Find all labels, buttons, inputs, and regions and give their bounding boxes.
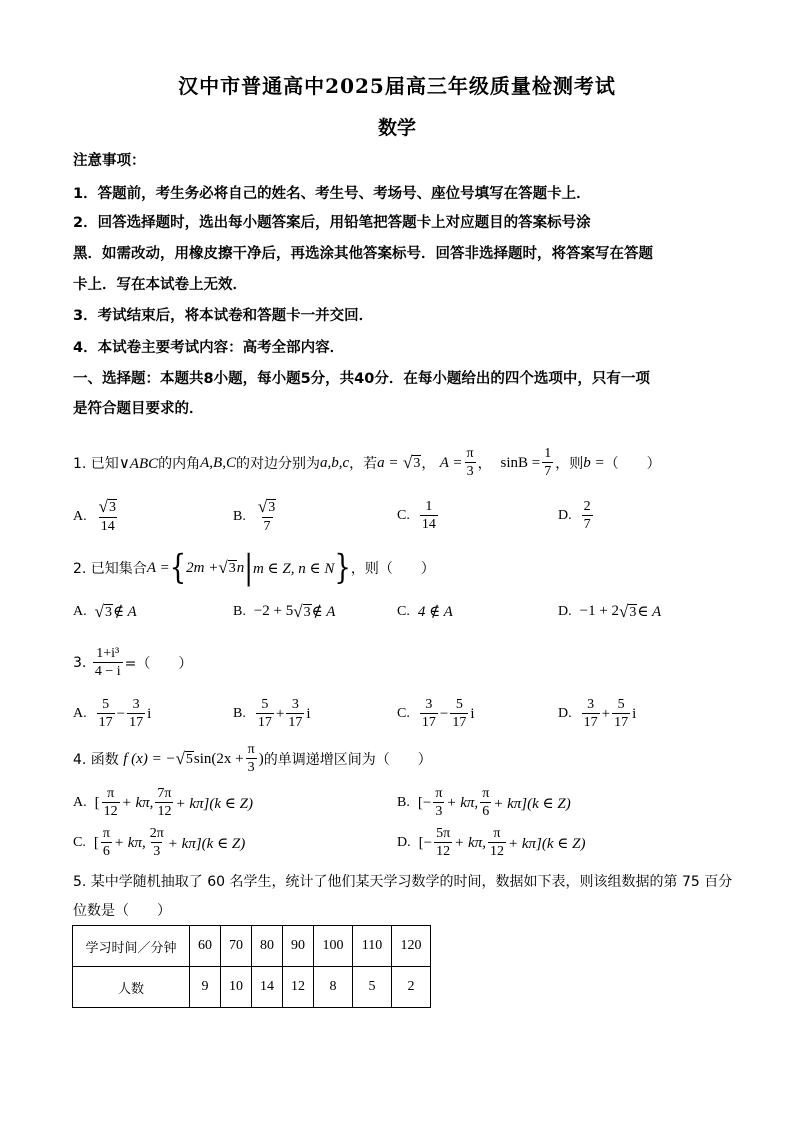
table-cell: 80 <box>252 926 283 967</box>
table-cell: 2 <box>392 967 431 1008</box>
table-cell: 8 <box>314 967 353 1008</box>
q3-option-b: B. $\frac{5}{17}$ + $\frac{3}{17}$ i <box>233 697 311 730</box>
table-cell: 14 <box>252 967 283 1008</box>
note-item-3: 3．考试结束后，将本试卷和答题卡一并交回． <box>73 308 374 324</box>
q1-option-d: D. $\frac{2}{7}$ <box>558 499 591 532</box>
table-row-time <box>73 926 431 967</box>
question-5-line-1: 5. 某中学随机抽取了 60 名学生，统计了他们某天学习数学的时间，数据如下表，则该组数据的第 75 百分 <box>73 874 733 890</box>
q1-option-a: A. √ 3 14 <box>73 497 116 534</box>
subject-title: 数学 <box>377 117 416 139</box>
q4-option-c: C. [ $\frac{\pi}{6}$ + kπ, $\frac{2\pi}{3}$ + kπ](k ∈ Z) <box>73 826 246 859</box>
table-cell: 60 <box>190 926 221 967</box>
note-item-2-line-2: 黑．如需改动，用橡皮擦干净后，再选涂其他答案标号．回答非选择题时，将答案写在答题 <box>73 246 653 262</box>
table-cell: 9 <box>190 967 221 1008</box>
note-item-2-line-3: 卡上．写在本试卷上无效． <box>73 277 247 293</box>
table-cell: 120 <box>392 926 431 967</box>
note-item-2-line-1: 2．回答选择题时，选出每小题答案后，用铅笔把答题卡上对应题目的答案标号涂 <box>73 215 591 231</box>
question-5-line-2: 位数是（ ） <box>73 903 171 919</box>
table-cell: 5 <box>353 967 392 1008</box>
q3-option-d: D. $\frac{3}{17}$ + $\frac{5}{17}$ i <box>558 697 637 730</box>
q3-option-c: C. $\frac{3}{17}$ − $\frac{5}{17}$ i <box>397 697 475 730</box>
table-header-count: 人数 <box>73 967 190 1008</box>
notes-heading: 注意事项： <box>73 153 146 169</box>
note-item-1: 1．答题前，考生务必将自己的姓名、考生号、考场号、座位号填写在答题卡上． <box>73 186 591 202</box>
question-2: 2. 已知集合 A = { 2m + √ 3 n | m ∈ Z, n ∈ N } ，则（ ） <box>73 548 435 588</box>
table-cell: 100 <box>314 926 353 967</box>
question-3: 3. $\frac{\text{1+i³}}{4 - i}$ =（ ） <box>73 646 193 679</box>
table-row-count <box>73 967 431 1008</box>
q3-option-a: A. $\frac{5}{17}$ − $\frac{3}{17}$ i <box>73 697 152 730</box>
q1-option-c: C. $\frac{1}{14}$ <box>397 499 436 532</box>
q1-option-b: B. √ 3 7 <box>233 497 276 534</box>
fraction-1-over-7: $\frac{1}{7}$ <box>544 446 552 479</box>
q2-option-d: D. −1 + 2 √ 3 ∈ A <box>558 601 662 621</box>
question-4: 4. 函数 f (x) = − √ 5 sin(2x + $\frac{\pi}{3}$ ) 的单调递增区间为（ ） <box>73 742 432 775</box>
study-time-table <box>72 925 431 1008</box>
fraction-pi-over-3: $\frac{\pi}{3}$ <box>466 446 474 479</box>
q2-option-b: B. −2 + 5 √ 3 ∉ A <box>233 601 336 621</box>
table-cell: 10 <box>221 967 252 1008</box>
table-cell: 70 <box>221 926 252 967</box>
q4-option-d: D. [− $\frac{5\pi}{12}$ + kπ, $\frac{\pi}{12}$ + kπ](k ∈ Z) <box>397 826 586 859</box>
q4-option-a: A. [ $\frac{\pi}{12}$ + kπ, $\frac{7\pi}{12}$ + kπ](k ∈ Z) <box>73 786 253 819</box>
table-cell: 90 <box>283 926 314 967</box>
table-header-time: 学习时间／分钟 <box>73 926 190 967</box>
exam-title: 汉中市普通高中2025届高三年级质量检测考试 <box>178 74 616 98</box>
fraction-q3: $\frac{\text{1+i³}}{4 - i}$ <box>94 646 121 679</box>
table-cell: 12 <box>283 967 314 1008</box>
q2-option-c: C. 4 ∉ A <box>397 603 453 620</box>
section-1-heading-line-1: 一、选择题：本题共8小题，每小题5分，共40分．在每小题给出的四个选项中，只有一项 <box>73 371 650 387</box>
section-1-heading-line-2: 是符合题目要求的． <box>73 401 204 417</box>
note-item-4: 4．本试卷主要考试内容：高考全部内容． <box>73 340 345 356</box>
sqrt-3: √ 3 <box>402 453 421 472</box>
table-cell: 110 <box>353 926 392 967</box>
question-1: 1. 已知 ∨ABC 的内角 A,B,C 的对边分别为 a,b,c ，若 a = √ 3 ， A = $\frac{\pi}{3}$ ， sinB = $\frac{1}{7}$ ，则 b = （ ） <box>73 446 661 479</box>
q4-option-b: B. [− $\frac{\pi}{3}$ + kπ, $\frac{\pi}{6}$ + kπ](k ∈ Z) <box>397 786 571 819</box>
q2-option-a: A. √ 3 ∉ A <box>73 601 137 621</box>
